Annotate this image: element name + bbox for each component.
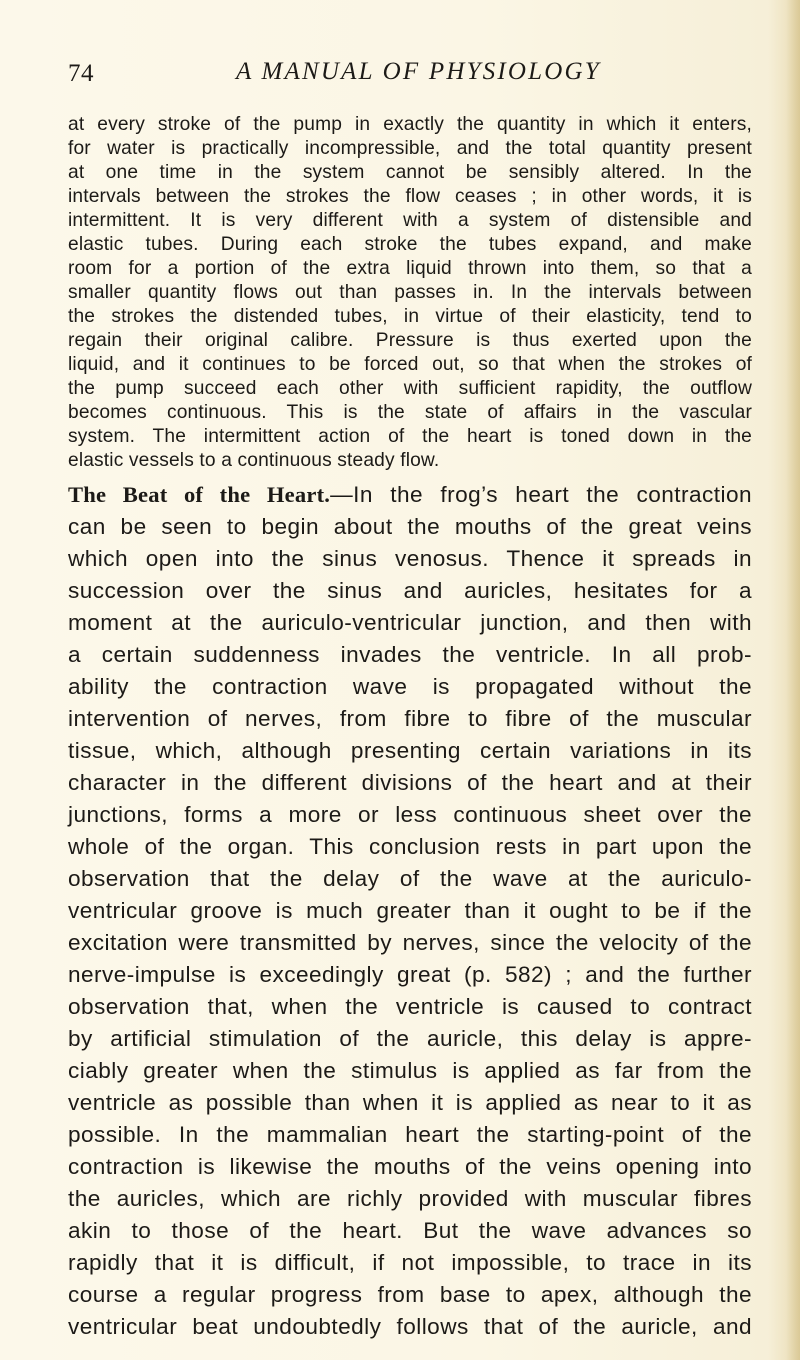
text-line: succession over the sinus and auricles, hesitates for a xyxy=(68,578,752,603)
text-line: elastic tubes. During each stroke the tubes expand, and make xyxy=(68,234,752,255)
text-line: observation that, when the ventricle is caused to contract xyxy=(68,994,752,1019)
text-line: the pump succeed each other with sufficient rapidity, the outflow xyxy=(68,378,752,399)
page-edge-shadow xyxy=(786,0,800,1360)
text-line: regain their original calibre. Pressure is thus exerted upon the xyxy=(68,330,752,351)
text-line: course a regular progress from base to apex, although the xyxy=(68,1282,752,1307)
page-header xyxy=(60,58,760,92)
text-line: the auricles, which are richly provided with muscular fibres xyxy=(68,1186,752,1211)
text-line: for water is practically incompressible, and the total quantity present xyxy=(68,138,752,159)
text-line: elastic vessels to a continuous steady flow. xyxy=(68,450,440,471)
text-line: excitation were transmitted by nerves, since the velocity of the xyxy=(68,930,752,955)
text-line: moment at the auriculo-ventricular junction, and then with xyxy=(68,610,752,635)
text-line: intermittent. It is very different with a system of distensible and xyxy=(68,210,752,231)
text-line: becomes continuous. This is the state of affairs in the vascular xyxy=(68,402,752,423)
text-line: room for a portion of the extra liquid thrown into them, so that a xyxy=(68,258,752,279)
section-heading: The Beat of the Heart. xyxy=(68,482,331,507)
text-line: rapidly that it is difficult, if not impossible, to trace in its xyxy=(68,1250,752,1275)
text-line: whole of the organ. This conclusion rests in part upon the xyxy=(68,834,752,859)
text-line: contraction is likewise the mouths of the veins opening into xyxy=(68,1154,752,1179)
text-line: ventricular beat undoubtedly follows that of the auricle, and xyxy=(68,1314,752,1339)
text-line: akin to those of the heart. But the wave advances so xyxy=(68,1218,752,1243)
text-line: ability the contraction wave is propagated without the xyxy=(68,674,752,699)
text-line: observation that the delay of the wave at the auriculo- xyxy=(68,866,752,891)
section-first-line xyxy=(68,479,752,511)
page-number: 74 xyxy=(68,60,94,87)
text-line: which open into the sinus venosus. Thence it spreads in xyxy=(68,546,752,571)
text-line: ventricle as possible than when it is applied as near to it as xyxy=(68,1090,752,1115)
text-line: ventricular groove is much greater than it ought to be if the xyxy=(68,898,752,923)
text-line: by artificial stimulation of the auricle, this delay is appre- xyxy=(68,1026,752,1051)
text-line: liquid, and it continues to be forced out, so that when the strokes of xyxy=(68,354,752,375)
text-line: ciably greater when the stimulus is applied as far from the xyxy=(68,1058,752,1083)
text-line: smaller quantity flows out than passes in. In the intervals between xyxy=(68,282,752,303)
text-line: nerve-impulse is exceedingly great (p. 582) ; and the further xyxy=(68,962,752,987)
text-line: can be seen to begin about the mouths of the great veins xyxy=(68,514,752,539)
text-line: the strokes the distended tubes, in virtue of their elasticity, tend to xyxy=(68,306,752,327)
first-line-text: —In the frog’s heart the contraction xyxy=(330,482,752,507)
text-line: at one time in the system cannot be sensibly altered. In the xyxy=(68,162,752,183)
text-line: possible. In the mammalian heart the starting-point of the xyxy=(68,1122,752,1147)
text-line: at every stroke of the pump in exactly the quantity in which it enters, xyxy=(68,114,752,135)
text-line: intervention of nerves, from fibre to fibre of the muscular xyxy=(68,706,752,731)
text-line: tissue, which, although presenting certain variations in its xyxy=(68,738,752,763)
text-line: system. The intermittent action of the heart is toned down in the xyxy=(68,426,752,447)
text-line: character in the different divisions of the heart and at their xyxy=(68,770,752,795)
text-line: intervals between the strokes the flow ceases ; in other words, it is xyxy=(68,186,752,207)
running-title: A MANUAL OF PHYSIOLOGY xyxy=(236,58,601,85)
text-line: a certain suddenness invades the ventricle. In all prob- xyxy=(68,642,752,667)
text-line: junctions, forms a more or less continuous sheet over the xyxy=(68,802,752,827)
